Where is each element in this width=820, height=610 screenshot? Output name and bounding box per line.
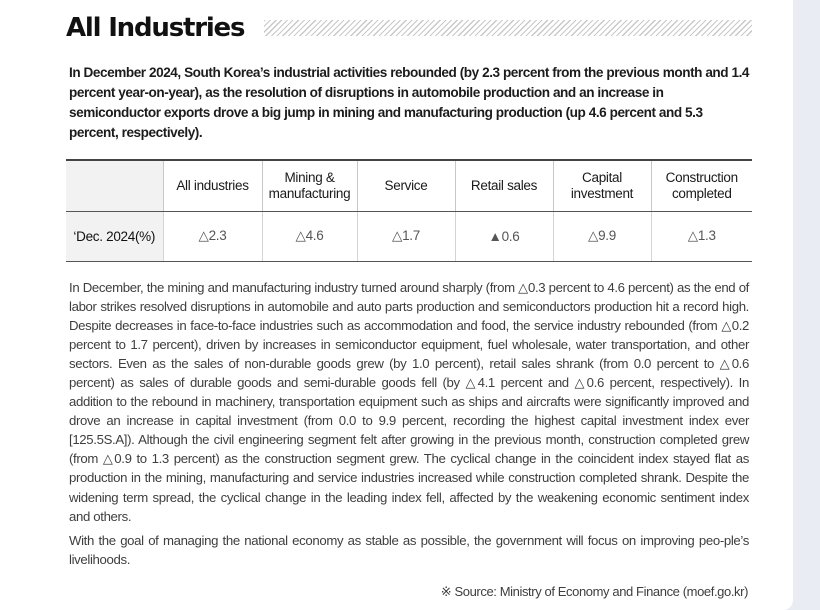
closing-paragraph: With the goal of managing the national economy as stable as possible, the government will focus on improving peo-ple’s livelihoods. <box>69 533 749 567</box>
header-corner-cell <box>66 160 163 211</box>
title-row <box>66 10 752 46</box>
header-construction-completed: Construction completed <box>651 160 752 211</box>
table-header-row <box>66 160 752 211</box>
header-retail-sales: Retail sales <box>455 160 553 211</box>
source-note: ※ Source: Ministry of Economy and Finance (moef.go.kr) <box>440 584 748 599</box>
body-paragraph: In December, the mining and manufacturing industry turned around sharply (from △0.3 percent to 4.6 percent) as the end of labor strikes resolved disruptions in automobile and auto parts production and semiconductors production hit a record high. Despite decreases in face-to-face industries such as accommodation and food, the service industry rebounded (from △0.2 percent to 1.7 percent), driven by increases in semiconductor equipment, fuel wholesale, water transportation, and other sectors. Even as the sales of non-durable goods grew (by 1.0 percent), retail sales shrank (from 0.0 percent to △0.6 percent) as sales of durable goods and semi-durable goods fell (by △4.1 percent and △0.6 percent, respectively). In addition to the rebound in machinery, transportation equipment such as ships and aircrafts were significantly improved and drove an increase in capital investment (from 0.0 to 9.9 percent, recording the highest capital investment index ever [125.5S.A]). Although the civil engineering segment felt after growing in the previous month, construction completed grew (from △0.9 to 1.3 percent) as the construction segment grew. The cyclical change in the coincident index stayed flat as production in the mining, manufacturing and service industries increased while construction completed shrank. Despite the widening term spread, the cyclical change in the leading index fell, affected by the weakening economic sentiment index and others. <box>69 280 749 524</box>
value-service: △1.7 <box>357 211 455 261</box>
page-title: All Industries <box>66 13 245 43</box>
header-service: Service <box>357 160 455 211</box>
value-retail-sales: ▲0.6 <box>455 211 553 261</box>
header-all-industries: All industries <box>163 160 262 211</box>
value-construction-completed: △1.3 <box>651 211 752 261</box>
value-all-industries: △2.3 <box>163 211 262 261</box>
header-capital-investment: Capital investment <box>553 160 651 211</box>
value-capital-investment: △9.9 <box>553 211 651 261</box>
title-decoration <box>264 20 752 36</box>
value-mining-manufacturing: △4.6 <box>262 211 357 261</box>
industry-stats-table <box>66 159 752 262</box>
lead-paragraph: In December 2024, South Korea’s industrial activities rebounded (by 2.3 percent from the previous month and 1.4 percent year-on-year), as the resolution of disruptions in automobile production and an increase in semiconductor exports drove a big jump in mining and manufacturing production (up 4.6 percent and 5.3 percent, respectively). <box>69 65 750 140</box>
header-mining-manufacturing: Mining & manufacturing <box>262 160 357 211</box>
table-row <box>66 211 752 261</box>
row-label-dec-2024: ‘Dec. 2024(%) <box>66 211 163 261</box>
